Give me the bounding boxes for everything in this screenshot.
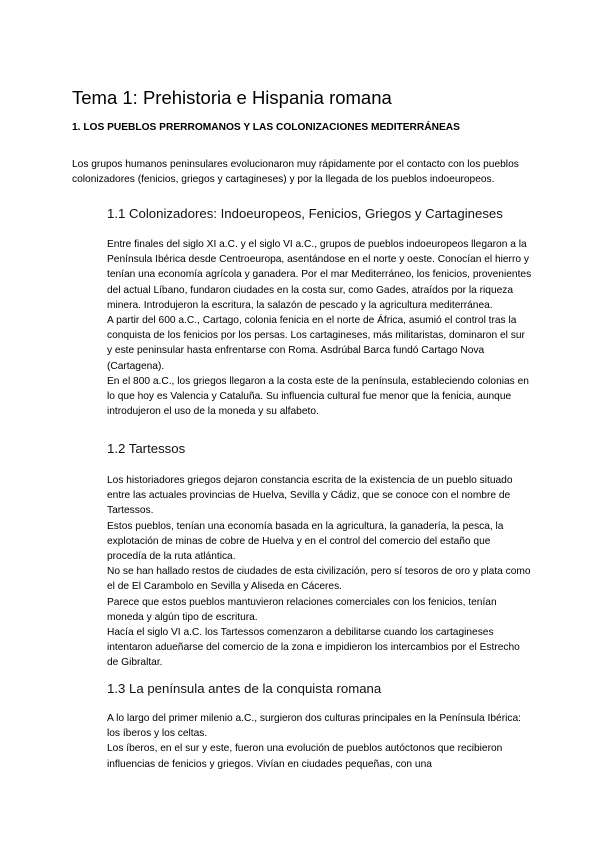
paragraph: A partir del 600 a.C., Cartago, colonia fenicia en el norte de África, asumió el control tras la conquista de los fenicios por los persas. Los cartagineses, más militaristas, dominaron el sur y este peninsular hasta enfrentarse con Roma. Asdrúbal Barca fundó Cartago Nova (Cartagena).: [107, 315, 525, 372]
subsection-heading-tartessos: 1.2 Tartessos: [107, 441, 186, 456]
subsection-body-tartessos: [107, 473, 532, 671]
paragraph: Los historiadores griegos dejaron constancia escrita de la existencia de un pueblo situado entre las actuales provincias de Huelva, Sevilla y Cádiz, que se conoce con el nombre de Tartessos.: [107, 475, 513, 517]
subsection-body-colonizadores: [107, 237, 532, 419]
page-title: Tema 1: Prehistoria e Hispania romana: [72, 87, 392, 109]
paragraph: Parece que estos pueblos mantuvieron relaciones comerciales con los fenicios, tenían moneda y algún tipo de escritura.: [107, 596, 497, 623]
paragraph: Estos pueblos, tenían una economía basada en la agricultura, la ganadería, la pesca, la explotación de minas de cobre de Huelva y en el control del comercio del estaño que procedía de la ruta atlántica.: [107, 520, 504, 563]
subsection-heading-peninsula: 1.3 La península antes de la conquista romana: [107, 681, 382, 696]
paragraph: Hacía el siglo VI a.C. los Tartessos comenzaron a debilitarse cuando los cartagineses intentaron adueñarse del comercio de la zona e impidieron los intercambios por el Estrecho de Gibraltar.: [107, 627, 520, 669]
paragraph: En el 800 a.C., los griegos llegaron a la costa este de la península, estableciendo colonias en lo que hoy es Valencia y Cataluña. Su influencia cultural fue menor que la fenicia, aunque introdujeron el uso de la moneda y su alfabeto.: [107, 375, 529, 418]
section-heading: 1. LOS PUEBLOS PRERROMANOS Y LAS COLONIZACIONES MEDITERRÁNEAS: [72, 122, 460, 133]
subsection-heading-colonizadores: 1.1 Colonizadores: Indoeuropeos, Fenicios, Griegos y Cartagineses: [107, 206, 503, 221]
paragraph: Entre finales del siglo XI a.C. y el siglo VI a.C., grupos de pueblos indoeuropeos llegaron a la Península Ibérica desde Centroeuropa, asentándose en el norte y oeste. Conocían el hierro y tenían una economía agrícola y ganadera. Por el mar Mediterráneo, los fenicios, provenientes del actual Líbano, fundaron ciudades en la costa sur, como Gades, atraídos por la riqueza minera. Introdujeron la escritura, la salazón de pescado y la agricultura mediterránea.: [107, 239, 532, 311]
intro-paragraph: Los grupos humanos peninsulares evolucionaron muy rápidamente por el contacto con los pueblos colonizadores (fenicios, griegos y cartagineses) y por la llegada de los pueblos indoeuropeos.: [72, 159, 519, 186]
subsection-body-peninsula: [107, 711, 532, 772]
paragraph: Los íberos, en el sur y este, fueron una evolución de pueblos autóctonos que recibieron influencias de fenicios y griegos. Vivían en ciudades pequeñas, con una: [107, 743, 503, 770]
paragraph: A lo largo del primer milenio a.C., surgieron dos culturas principales en la Península Ibérica: los íberos y los celtas.: [107, 713, 521, 740]
paragraph: No se han hallado restos de ciudades de esta civilización, pero sí tesoros de oro y plata como el de El Carambolo en Sevilla y Aliseda en Cáceres.: [107, 566, 531, 593]
